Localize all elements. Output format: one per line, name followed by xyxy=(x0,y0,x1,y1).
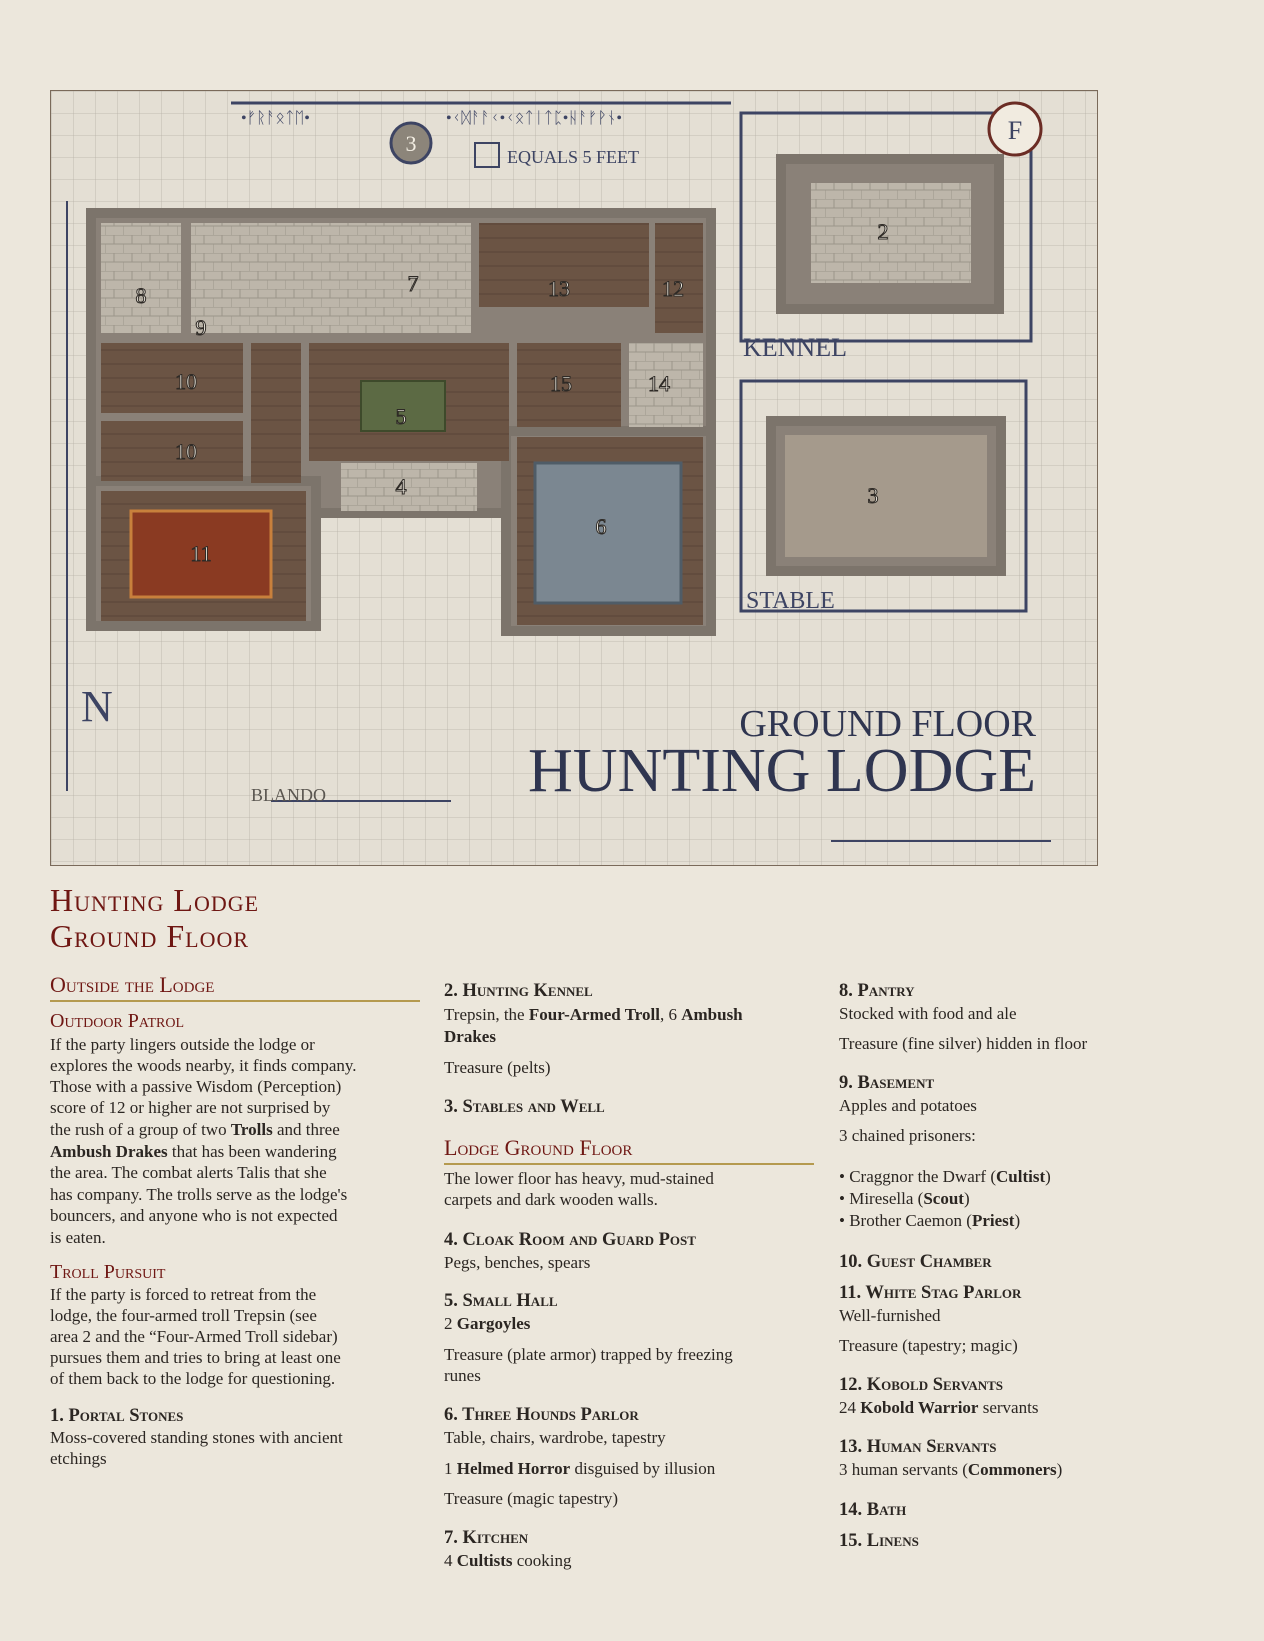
text-line: 1 Helmed Horror disguised by illusion xyxy=(444,1459,716,1478)
treasure-line: Treasure (pelts) xyxy=(444,1058,551,1077)
room-number: 10 xyxy=(175,439,197,464)
subheading-outdoor-patrol: Outdoor Patrol xyxy=(50,1010,185,1032)
entry-heading-2: 2. Hunting Kennel xyxy=(444,981,593,1001)
text-line: Trepsin, the Four-Armed Troll, 6 Ambush xyxy=(444,1005,743,1024)
text-line: Pegs, benches, spears xyxy=(444,1253,591,1272)
text-line: 4 Cultists cooking xyxy=(444,1551,572,1570)
prisoner-item: • Brother Caemon (Priest) xyxy=(839,1211,1021,1230)
text-line: 3 chained prisoners: xyxy=(839,1126,976,1145)
text-line: area 2 and the “Four-Armed Troll sidebar) xyxy=(50,1327,338,1346)
map-runes-right: •ᚲᛞᚨᚨᚲ•ᚲᛟᛏᛁᛏᛈ•ᚺᚨᚠᚹᚾ• xyxy=(446,110,623,127)
room-number: 9 xyxy=(195,315,207,340)
text-line: 24 Kobold Warrior servants xyxy=(839,1398,1039,1417)
stable-label: STABLE xyxy=(746,588,835,614)
entry-heading-7: 7. Kitchen xyxy=(444,1528,529,1548)
title-line-1: Hunting Lodge xyxy=(50,882,260,918)
north-arrow: N xyxy=(81,682,113,731)
map-title: HUNTING LODGE xyxy=(528,737,1036,805)
treasure-line: Treasure (plate armor) trapped by freezing xyxy=(444,1345,733,1364)
text-line: Those with a passive Wisdom (Perception) xyxy=(50,1077,342,1096)
text-line: If the party lingers outside the lodge or xyxy=(50,1035,315,1054)
map-runes-left: •ᚠᚱᚨᛟᛏᛖ• xyxy=(241,110,310,127)
text-line: Table, chairs, wardrobe, tapestry xyxy=(444,1428,666,1447)
room-number: 12 xyxy=(662,276,684,301)
map-scale: EQUALS 5 FEET xyxy=(507,147,639,167)
room-number: 15 xyxy=(550,371,572,396)
text-line: pursues them and tries to bring at least one xyxy=(50,1348,341,1367)
room-number: 13 xyxy=(548,276,570,301)
creature-name: Trolls xyxy=(230,1120,273,1139)
text-line: The lower floor has heavy, mud-stained xyxy=(444,1169,714,1188)
room-number: 6 xyxy=(595,514,607,539)
entry-heading-6: 6. Three Hounds Parlor xyxy=(444,1405,639,1425)
text-line: runes xyxy=(444,1366,481,1385)
text-line: is eaten. xyxy=(50,1228,106,1247)
page-title xyxy=(50,882,430,954)
entry-heading-9: 9. Basement xyxy=(839,1073,935,1093)
kennel-label: KENNEL xyxy=(743,333,847,362)
text-line: the rush of a group of two Trolls and three xyxy=(50,1120,340,1139)
text-line: of them back to the lodge for questioning. xyxy=(50,1369,336,1388)
entry-heading-13: 13. Human Servants xyxy=(839,1437,997,1457)
entry-heading-5: 5. Small Hall xyxy=(444,1291,558,1311)
room-number: 10 xyxy=(175,369,197,394)
room-number: 4 xyxy=(395,474,407,499)
entry-heading-14: 14. Bath xyxy=(839,1500,907,1520)
prisoner-item: • Craggnor the Dwarf (Cultist) xyxy=(839,1167,1051,1186)
map-subtitle: GROUND FLOOR xyxy=(739,703,1036,745)
treasure-line: Treasure (tapestry; magic) xyxy=(839,1336,1018,1355)
text-line: If the party is forced to retreat from the xyxy=(50,1285,317,1304)
entry-heading-8: 8. Pantry xyxy=(839,981,915,1001)
section-heading-outside: Outside the Lodge xyxy=(50,973,420,1002)
room-number: 2 xyxy=(877,219,889,244)
text-line: lodge, the four-armed troll Trepsin (see xyxy=(50,1306,317,1325)
room-number: 5 xyxy=(395,404,407,429)
entry-heading-11: 11. White Stag Parlor xyxy=(839,1283,1022,1303)
room-number: 14 xyxy=(648,371,670,396)
text-line: the area. The combat alerts Talis that she xyxy=(50,1163,327,1182)
text-line: bouncers, and anyone who is not expected xyxy=(50,1206,338,1225)
entry-heading-10: 10. Guest Chamber xyxy=(839,1252,992,1272)
prisoner-item: • Miresella (Scout) xyxy=(839,1189,970,1208)
subheading-troll-pursuit: Troll Pursuit xyxy=(50,1261,166,1283)
entry-heading-15: 15. Linens xyxy=(839,1531,919,1551)
lodge-map xyxy=(51,91,1097,865)
creature-name: Ambush Drakes xyxy=(50,1142,168,1161)
treasure-line: Treasure (magic tapestry) xyxy=(444,1489,619,1508)
text-line: Ambush Drakes that has been wandering xyxy=(50,1142,337,1161)
text-line: Stocked with food and ale xyxy=(839,1004,1017,1023)
entry-heading-3: 3. Stables and Well xyxy=(444,1097,605,1117)
section-heading-lodge: Lodge Ground Floor xyxy=(444,1136,814,1165)
text-line: 2 Gargoyles xyxy=(444,1314,531,1333)
entry-heading-12: 12. Kobold Servants xyxy=(839,1375,1003,1395)
text-line: 3 human servants (Commoners) xyxy=(839,1460,1063,1479)
text-line: Apples and potatoes xyxy=(839,1096,977,1115)
map-number: 3 xyxy=(405,131,417,156)
text-line: has company. The trolls serve as the lodge's xyxy=(50,1185,348,1204)
text-line: Moss-covered standing stones with ancient xyxy=(50,1428,343,1447)
compass-letter: F xyxy=(1007,116,1023,145)
text-line: etchings xyxy=(50,1449,107,1468)
room-number: 8 xyxy=(135,283,147,308)
entry-heading-1: 1. Portal Stones xyxy=(50,1406,184,1426)
entry-heading-4: 4. Cloak Room and Guard Post xyxy=(444,1230,696,1250)
room-number: 11 xyxy=(190,541,212,566)
text-line: Drakes xyxy=(444,1027,496,1046)
text-line: carpets and dark wooden walls. xyxy=(444,1190,658,1209)
room-number: 7 xyxy=(407,271,419,296)
map-artist: BLANDO xyxy=(251,785,326,805)
text-line: score of 12 or higher are not surprised by xyxy=(50,1098,331,1117)
map-image xyxy=(50,90,1098,866)
title-line-2: Ground Floor xyxy=(50,918,250,954)
treasure-line: Treasure (fine silver) hidden in floor xyxy=(839,1034,1088,1053)
text-line: explores the woods nearby, it finds company. xyxy=(50,1056,357,1075)
text-line: Well-furnished xyxy=(839,1306,941,1325)
room-number: 3 xyxy=(867,483,879,508)
